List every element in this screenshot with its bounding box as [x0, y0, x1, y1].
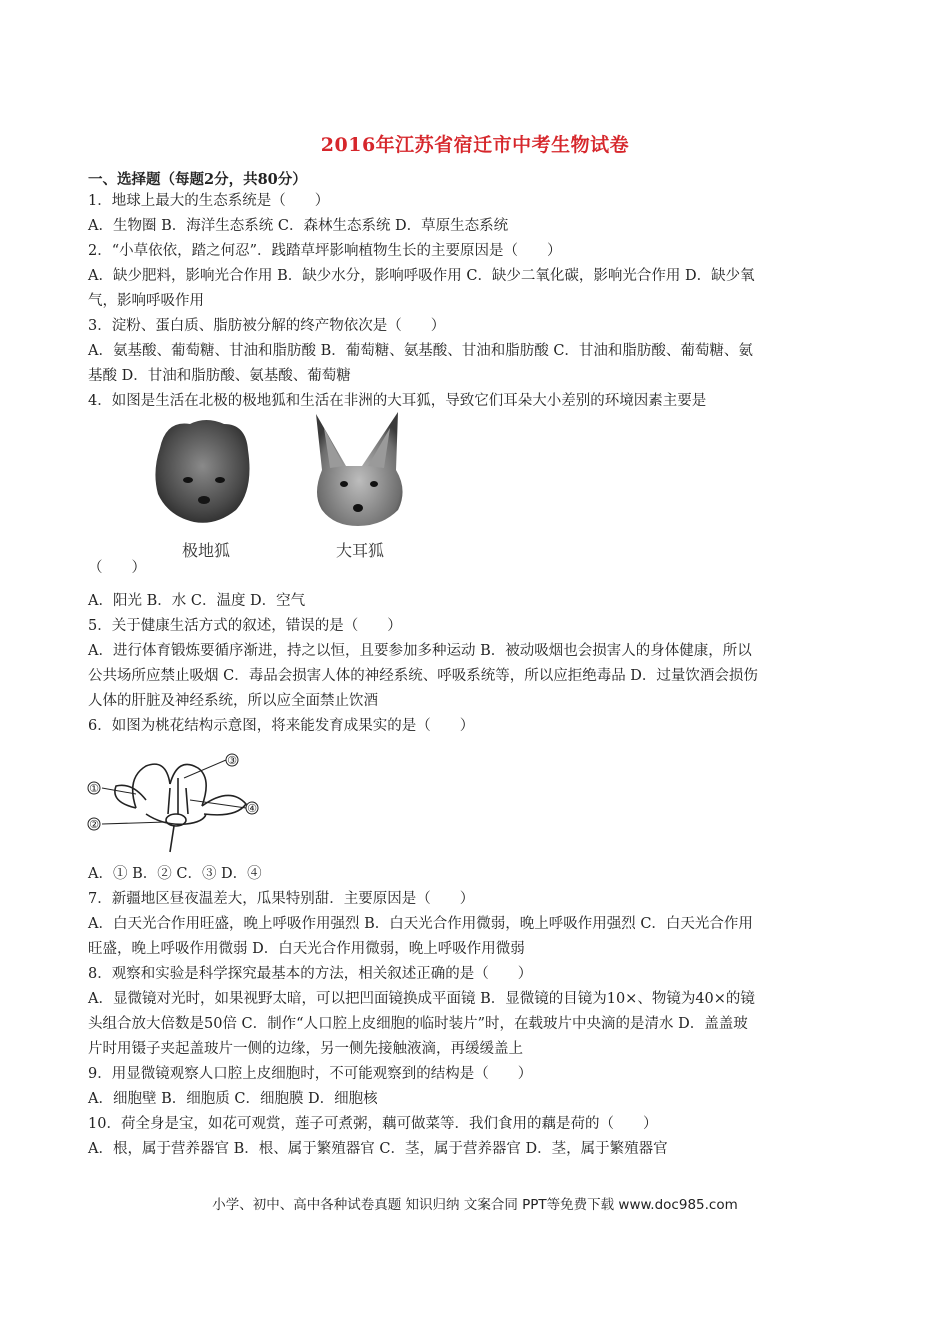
question-line: 人体的肝脏及神经系统，所以应全面禁止饮酒	[88, 693, 378, 709]
section-header: 一、选择题（每题2分，共80分）	[88, 171, 307, 188]
question-line: 4．如图是生活在北极的极地狐和生活在非洲的大耳狐，导致它们耳朵大小差别的环境因素主要是	[88, 393, 707, 409]
question-line: 片时用镊子夹起盖玻片一侧的边缘，另一侧先接触液滴，再缓缓盖上	[88, 1041, 523, 1057]
arctic-fox-image	[155, 420, 249, 523]
question-line: （ ）	[88, 560, 146, 576]
question-line: 旺盛，晚上呼吸作用微弱 D．白天光合作用微弱，晚上呼吸作用微弱	[88, 941, 525, 957]
question-line: 3．淀粉、蛋白质、脂肪被分解的终产物依次是（ ）	[88, 318, 446, 334]
question-line: 公共场所应禁止吸烟 C．毒品会损害人体的神经系统、呼吸系统等，所以应拒绝毒品 D．过量饮酒会损伤	[88, 668, 758, 684]
question-line: A．① B．② C．③ D．④	[88, 866, 262, 882]
flower-label-1: ①	[89, 782, 99, 795]
question-line: A．进行体育锻炼要循序渐进，持之以恒，且要参加多种运动 B．被动吸烟也会损害人的身体健康，所以	[88, 643, 752, 659]
question-line: A．阳光 B．水 C．温度 D．空气	[88, 593, 306, 609]
arctic-fox-caption: 极地狐	[181, 541, 231, 560]
question-line: A．氨基酸、葡萄糖、甘油和脂肪酸 B．葡萄糖、氨基酸、甘油和脂肪酸 C．甘油和脂肪酸、葡萄糖、氨	[88, 343, 753, 359]
question-line: 6．如图为桃花结构示意图，将来能发育成果实的是（ ）	[88, 718, 475, 734]
question-line: 头组合放大倍数是50倍 C．制作“人口腔上皮细胞的临时装片”时，在载玻片中央滴的是清水 D．盖盖玻	[88, 1016, 748, 1032]
question-line: A．显微镜对光时，如果视野太暗，可以把凹面镜换成平面镜 B．显微镜的目镜为10×、物镜为40×的镜	[88, 991, 755, 1007]
question-line: A．根，属于营养器官 B．根、属于繁殖器官 C．茎，属于营养器官 D．茎，属于繁殖器官	[88, 1141, 668, 1157]
question-line: 1．地球上最大的生态系统是（ ）	[88, 193, 330, 209]
question-line: 5．关于健康生活方式的叙述，错误的是（ ）	[88, 618, 402, 634]
peach-flower-diagram	[86, 748, 272, 854]
question-line: 2．“小草依依，踏之何忍”．践踏草坪影响植物生长的主要原因是（ ）	[88, 243, 562, 259]
question-line: A．缺少肥料，影响光合作用 B．缺少水分，影响呼吸作用 C．缺少二氧化碳，影响光合作用 D．缺少氧	[88, 268, 755, 284]
question-line: 7．新疆地区昼夜温差大，瓜果特别甜．主要原因是（ ）	[88, 891, 475, 907]
question-line: A．生物圈 B．海洋生态系统 C．森林生态系统 D．草原生态系统	[88, 218, 509, 234]
question-line: A．白天光合作用旺盛，晚上呼吸作用强烈 B．白天光合作用微弱，晚上呼吸作用强烈 C．白天光合作用	[88, 916, 753, 932]
flower-label-4: ④	[247, 802, 257, 815]
question-line: 10．荷全身是宝，如花可观赏，莲子可煮粥，藕可做菜等．我们食用的藕是荷的（ ）	[88, 1116, 658, 1132]
fennec-fox-image	[316, 412, 403, 526]
exam-title: 2016年江苏省宿迁市中考生物试卷	[320, 134, 630, 156]
question-line: 9．用显微镜观察人口腔上皮细胞时，不可能观察到的结构是（ ）	[88, 1066, 533, 1082]
fox-figure	[146, 410, 436, 566]
question-line: 基酸 D．甘油和脂肪酸、氨基酸、葡萄糖	[88, 368, 351, 384]
question-line: 气，影响呼吸作用	[88, 293, 204, 309]
fennec-fox-caption: 大耳狐	[335, 541, 385, 560]
page-footer: 小学、初中、高中各种试卷真题 知识归纳 文案合同 PPT等免费下载 www.doc985.com	[212, 1197, 738, 1213]
question-line: A．细胞壁 B．细胞质 C．细胞膜 D．细胞核	[88, 1091, 378, 1107]
question-line: 8．观察和实验是科学探究最基本的方法，相关叙述正确的是（ ）	[88, 966, 533, 982]
flower-label-2: ②	[89, 818, 99, 831]
flower-label-3: ③	[227, 754, 237, 767]
